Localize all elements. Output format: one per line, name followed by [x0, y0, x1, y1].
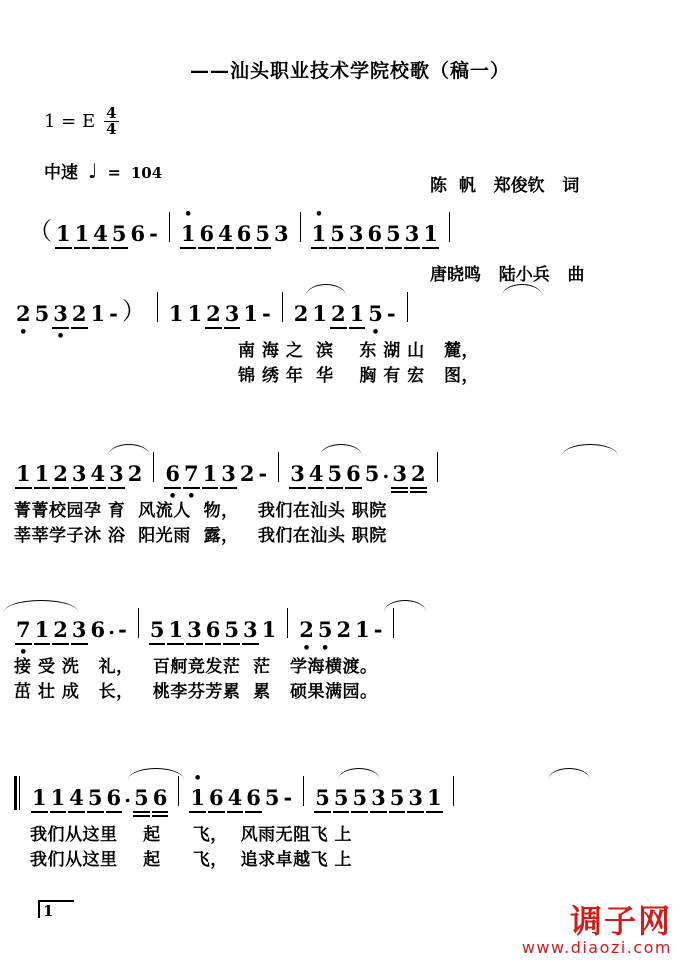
credit-composers: 唐晓鸣 陆小兵 曲: [430, 264, 585, 285]
note: 3: [408, 785, 423, 810]
note: 5: [149, 617, 165, 642]
note: 4: [218, 221, 233, 246]
note: 5: [111, 221, 127, 246]
note: 6: [208, 785, 224, 810]
note: 5: [134, 785, 149, 810]
note: 4: [90, 461, 106, 486]
note: 3: [221, 461, 236, 486]
note: 6: [205, 617, 221, 642]
lyric-line-verse1: 我们从这里 起 飞， 风雨无阻飞 上: [30, 825, 353, 845]
barline: [282, 292, 283, 322]
note-hold: -: [373, 617, 383, 642]
note-hold: -: [261, 301, 271, 326]
note: 5: [352, 785, 368, 810]
barline: [393, 608, 394, 638]
note-hold: -: [386, 301, 396, 326]
lyric-line-verse2: 茁 壮 成 长， 桃李芬芳累 累 硕果满园。: [14, 682, 378, 702]
volta-label: 1: [43, 902, 54, 920]
note: 6: [246, 785, 261, 810]
note: 3: [71, 461, 87, 486]
note: 1: [50, 785, 66, 810]
note: 1: [349, 301, 365, 326]
note: 5: [327, 461, 343, 486]
note: 3: [404, 221, 420, 246]
note: 2: [293, 301, 309, 326]
note: 1: [426, 785, 442, 810]
note: 6 •: [163, 461, 182, 486]
barline: [153, 452, 154, 482]
note: 3: [71, 617, 87, 642]
lyric-line-verse1: 接 受 洗 礼， 百舸竞发茫 茫 学海横渡。: [14, 657, 378, 677]
system-1: [0, 208, 700, 246]
music-line: [0, 208, 700, 246]
barline: [303, 776, 304, 806]
note: 5: [315, 785, 330, 810]
note: 1: [34, 461, 50, 486]
note: 3: [224, 301, 240, 326]
note: 6: [130, 221, 146, 246]
note: 6: [106, 785, 122, 810]
note: 3: [109, 461, 124, 486]
note: 5: [255, 221, 270, 246]
lyric-line-verse2: 我们从这里 起 飞， 追求卓越飞 上: [30, 850, 353, 870]
note: 4: [227, 785, 243, 810]
key-signature: [44, 106, 119, 138]
note: 1: [423, 221, 438, 246]
note: • 1: [310, 221, 329, 246]
barline: [300, 212, 301, 242]
system-2: [0, 288, 700, 386]
slur: [548, 768, 590, 780]
note: 5: [34, 301, 50, 326]
slur: [562, 444, 618, 456]
lyric-line-verse2: 莘莘学子沐 浴 阳光雨 露， 我们在汕头 职院: [14, 526, 387, 546]
note: 3: [348, 221, 364, 246]
slur: [384, 600, 426, 612]
time-signature: [104, 106, 118, 138]
note: 3: [187, 617, 202, 642]
barline: [453, 776, 454, 806]
slur: [108, 444, 150, 456]
note-hold: -: [283, 785, 293, 810]
watermark-site-name: 调子网: [569, 902, 672, 940]
music-line: [0, 772, 700, 810]
barline: [157, 292, 158, 322]
note-hold: -: [149, 221, 158, 246]
augmentation-dot: .: [382, 459, 390, 483]
note-hold: -: [109, 301, 118, 326]
note: 5 •: [316, 617, 335, 642]
note: 7 •: [182, 461, 201, 486]
tempo-value: 104: [130, 164, 163, 182]
system-5: [0, 772, 700, 870]
barline: [449, 212, 450, 242]
music-line: [0, 448, 700, 486]
note: 5: [264, 785, 280, 810]
note: 2: [206, 301, 221, 326]
note: 3: [242, 617, 258, 642]
note: 5: [333, 785, 349, 810]
augmentation-dot: .: [108, 615, 116, 639]
note: • 1: [188, 785, 207, 810]
note: 5: [224, 617, 239, 642]
note: 1: [56, 221, 71, 246]
note: 6: [236, 221, 252, 246]
note: 4: [69, 785, 84, 810]
quarter-note-icon: ♩: [88, 159, 98, 183]
note: 4: [93, 221, 108, 246]
lyric-line-verse2: 锦 绣 年 华 胸 有 宏 图，: [238, 366, 479, 386]
note: 1: [312, 301, 327, 326]
repeat-start-sign: [14, 776, 26, 810]
note: 1: [202, 461, 218, 486]
note: 1: [187, 301, 203, 326]
time-signature-denominator: 4: [106, 120, 117, 139]
note: 6: [90, 617, 106, 642]
note: 1: [32, 785, 47, 810]
note: 5: [364, 461, 380, 486]
note: 1: [74, 221, 90, 246]
note: 2: [127, 461, 143, 486]
note: 1: [243, 301, 258, 326]
slur: [306, 284, 346, 296]
lyric-line-verse1: 菁菁校园孕 育 风流人 物， 我们在汕头 职院: [14, 501, 387, 521]
note: 5 •: [366, 301, 385, 326]
page-title: ——汕头职业技术学院校歌（稿一）: [189, 60, 510, 82]
note: 2: [71, 301, 87, 326]
lyric-line-verse1: 南 海 之 滨 东 湖 山 麓，: [238, 341, 479, 361]
note: 2: [330, 301, 346, 326]
note: 3: [273, 221, 289, 246]
system-3: [0, 448, 700, 546]
note: 2: [336, 617, 352, 642]
note: 2 •: [297, 617, 316, 642]
barline: [169, 212, 170, 242]
note: 3: [290, 461, 305, 486]
tempo-label: 中速: [44, 163, 78, 183]
slur: [338, 768, 380, 780]
note: 3: [392, 461, 407, 486]
note: 2: [53, 617, 68, 642]
note: 5: [87, 785, 103, 810]
note: 2: [410, 461, 426, 486]
phrase-open-paren: （: [28, 217, 52, 245]
note: 2 •: [14, 301, 33, 326]
note: 7 •: [14, 617, 33, 642]
barline: [437, 452, 438, 482]
slur: [4, 600, 78, 612]
note: 6: [152, 785, 168, 810]
note: 4: [308, 461, 324, 486]
note: 2: [53, 461, 68, 486]
slur: [128, 768, 184, 780]
note: 1: [261, 617, 277, 642]
barline: [178, 776, 179, 806]
note: 5: [386, 221, 401, 246]
credit-lyricists: 陈 帆 郑俊钦 词: [430, 175, 580, 196]
augmentation-dot: .: [124, 783, 132, 807]
note: 3 •: [51, 301, 70, 326]
note: 5: [389, 785, 405, 810]
note: • 1: [179, 221, 198, 246]
note: 1: [34, 617, 50, 642]
note: 1: [168, 301, 184, 326]
music-line: [0, 604, 700, 642]
note-hold: -: [258, 461, 268, 486]
note: 1: [355, 617, 370, 642]
tempo-equals: =: [107, 163, 121, 182]
watermark-url: www.diaozi.com: [521, 938, 672, 957]
barline: [287, 608, 288, 638]
volta-bracket-1: [38, 900, 74, 918]
music-line: [0, 288, 700, 326]
note: 2: [239, 461, 255, 486]
note: 6: [367, 221, 383, 246]
note: 1: [90, 301, 106, 326]
note: 6: [346, 461, 361, 486]
phrase-close-paren: ）: [121, 297, 146, 325]
barline: [138, 608, 139, 638]
barline: [278, 452, 279, 482]
time-signature-numerator: 4: [106, 104, 117, 122]
tempo-marking: [44, 158, 162, 183]
note: 1: [168, 617, 184, 642]
key-label: 1 = E: [44, 111, 96, 133]
system-4: [0, 604, 700, 702]
note: 6: [199, 221, 215, 246]
note: 3: [371, 785, 386, 810]
note: 1: [16, 461, 31, 486]
note-hold: -: [118, 617, 127, 642]
barline: [407, 292, 408, 322]
slur: [320, 444, 362, 456]
note: 5: [330, 221, 345, 246]
